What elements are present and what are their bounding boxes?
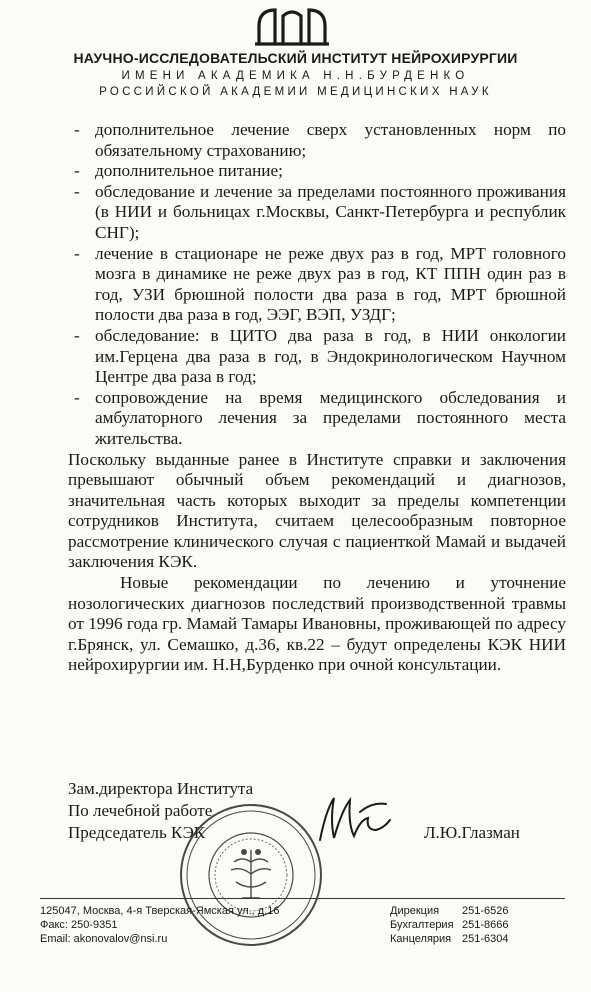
- list-item: - лечение в стационаре не реже двух раз в год, МРТ головного мозга в динамике не реже двух раз в год, КТ ППН один раз в год, УЗИ брюшной полости два раза в год, МРТ брюшной полости два раза в год, ЭЭГ, ВЭП, УЗДГ;: [74, 243, 566, 325]
- footer-address: 125047, Москва, 4-я Тверская-Ямская ул., д.16: [40, 905, 280, 917]
- footer-address-block: [40, 904, 280, 946]
- letter-body: [68, 120, 566, 676]
- institute-name: НАУЧНО-ИССЛЕДОВАТЕЛЬСКИЙ ИНСТИТУТ НЕЙРОХИРУРГИИ: [73, 50, 518, 66]
- footer-contacts: [390, 904, 509, 946]
- list-item: - обследование: в ЦИТО два раза в год, в НИИ онкологии им.Герцена два раза в год, в Эндокринологическом Научном Центре два раза в год;: [74, 325, 566, 387]
- institute-subtitle: ИМЕНИ АКАДЕМИКА Н.Н.БУРДЕНКО: [121, 70, 470, 82]
- contact-row: Канцелярия 251-6304: [390, 933, 509, 945]
- institute-logo: [253, 6, 331, 46]
- list-item: - обследование и лечение за пределами постоянного проживания (в НИИ и больницах г.Москвы, Санкт-Петербурга и республик СНГ);: [74, 181, 566, 242]
- paragraph: Новые рекомендации по лечению и уточнение нозологических диагнозов последствий производственной травмы от 1996 года гр. Мамай Тамары Ивановны, проживающей по адресу г.Брянск, ул. Семашко, д.36, кв.22 – будут определены КЭК НИИ нейрохирургии им. Н.Н,Бурденко при очной консультации.: [68, 573, 566, 675]
- signatory-title: Зам.директора Института: [68, 779, 254, 798]
- contact-row: Дирекция 251-6526: [390, 905, 509, 917]
- contact-row: Бухгалтерия 251-8666: [390, 919, 509, 931]
- paragraph: Поскольку выданные ранее в Институте справки и заключения превышают обычный объем рекомендаций и диагнозов, значительная часть которых выходит за пределы компетенции сотрудников Института, считаем целесообразным повторное рассмотрение клинического случая с пациенткой Мамай и выдачей заключения КЭК.: [68, 449, 566, 572]
- signatory-role: По лечебной работе: [68, 801, 213, 820]
- signatory-committee: Председатель КЭК: [68, 823, 206, 842]
- handwritten-signature: [300, 790, 420, 850]
- academy-name: РОССИЙСКОЙ АКАДЕМИИ МЕДИЦИНСКИХ НАУК: [99, 86, 492, 98]
- signatory-name: Л.Ю.Глазман: [424, 823, 520, 842]
- list-item: - дополнительное лечение сверх установленных норм по обязательному страхованию;: [74, 120, 566, 160]
- footer-fax: Факс: 250-9351: [40, 919, 118, 931]
- footer-divider: [40, 898, 565, 899]
- list-item: - сопровождение на время медицинского обследования и амбулаторного лечения за пределами постоянного места жительства.: [74, 387, 566, 448]
- footer-email[interactable]: Email: akonovalov@nsi.ru: [40, 933, 168, 945]
- list-item: - дополнительное питание;: [74, 161, 283, 181]
